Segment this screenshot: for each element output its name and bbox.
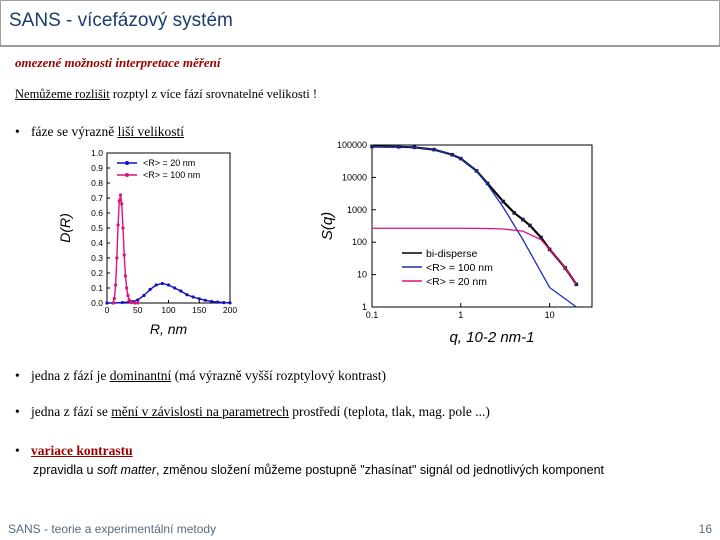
data-point — [118, 199, 121, 202]
intro-line — [15, 87, 317, 102]
footer-text: SANS - teorie a experimentální metody — [8, 522, 217, 536]
note-pre: zpravidla u — [33, 463, 97, 477]
data-point — [136, 298, 139, 301]
data-point — [148, 288, 151, 291]
contrast-note — [33, 463, 604, 477]
legend-marker — [125, 173, 129, 177]
y-tick-label: 0.2 — [91, 268, 103, 278]
distribution-plot-area — [57, 148, 237, 337]
y-tick-label: 0.8 — [91, 178, 103, 188]
title-rest: - vícefázový systém — [60, 10, 233, 31]
y-tick-label: 0.6 — [91, 208, 103, 218]
data-point — [124, 274, 127, 277]
bullet-changing-pre: jedna z fází se — [31, 404, 112, 419]
intro-underlined: Nemůžeme rozlišit — [15, 87, 110, 101]
data-point — [119, 193, 122, 196]
x-tick-label: 1 — [458, 310, 464, 320]
y-tick-label: 0.9 — [91, 163, 103, 173]
data-point — [192, 295, 195, 298]
x-tick-label: 0 — [104, 305, 110, 315]
data-point — [121, 226, 124, 229]
bullet-size-underlined: liší velikostí — [117, 124, 184, 139]
legend-label: bi-disperse — [426, 248, 478, 260]
data-point — [198, 297, 201, 300]
data-point — [521, 218, 525, 222]
data-point — [512, 211, 516, 215]
y-tick-label: 0.1 — [91, 283, 103, 293]
x-tick-label: 0.1 — [365, 310, 379, 320]
data-point — [116, 223, 119, 226]
bullet-contrast-label: variace kontrastu — [31, 443, 133, 458]
legend-marker — [125, 161, 129, 165]
data-point — [115, 256, 118, 259]
data-point — [123, 253, 126, 256]
y-tick-label: 1000 — [346, 204, 367, 215]
bullet-contrast: • variace kontrastu — [15, 443, 133, 458]
intro-rest: rozptyl z více fází srovnatelné velikosti ! — [109, 87, 317, 101]
bullet-changing-underlined: mění v závislosti na parametrech — [111, 404, 289, 419]
x-tick-label: 100 — [161, 305, 176, 315]
note-post: , změnou složení můžeme postupně "zhasínat" signál od jednotlivých komponent — [155, 463, 605, 477]
data-point — [125, 286, 128, 289]
page-number: 16 — [698, 522, 712, 536]
y-tick-label: 0.5 — [91, 223, 103, 233]
data-point — [113, 297, 116, 300]
legend-label: <R> = 20 nm — [143, 158, 196, 168]
bullet-size: • fáze se výrazně liší velikostí — [15, 124, 184, 139]
bullet-dominant-underlined: dominantní — [109, 368, 172, 383]
data-point — [112, 301, 115, 304]
data-point — [136, 301, 139, 304]
data-point — [210, 300, 213, 303]
bullet-dominant-pre: jedna z fází je — [31, 368, 110, 383]
data-point — [142, 294, 145, 297]
bullet-dominant-post: (má výrazně vyšší rozptylový kontrast) — [171, 368, 387, 383]
data-point — [114, 283, 117, 286]
x-axis-label: q, 10-2 nm-1 — [449, 329, 535, 346]
data-point — [216, 301, 219, 304]
note-italic: soft matter — [96, 463, 156, 477]
data-point — [133, 301, 136, 304]
data-point — [121, 301, 124, 304]
y-tick-label: 0.7 — [91, 193, 103, 203]
legend-label: <R> = 20 nm — [426, 276, 487, 288]
distribution-chart — [52, 145, 242, 345]
data-point — [222, 301, 225, 304]
data-point — [130, 301, 133, 304]
y-axis-label: S(q) — [319, 211, 336, 241]
y-tick-label: 100 — [351, 237, 367, 248]
data-point — [173, 286, 176, 289]
series-line — [113, 195, 138, 303]
x-tick-label: 10 — [544, 310, 555, 320]
data-point — [126, 294, 129, 297]
subtitle: omezené možnosti interpretace měření — [15, 55, 221, 70]
data-point — [105, 301, 108, 304]
y-axis-label: D(R) — [57, 213, 73, 243]
legend-label: <R> = 100 nm — [426, 262, 493, 274]
data-point — [228, 301, 231, 304]
title-bar — [0, 0, 720, 47]
bullet-size-pre: fáze se výrazně — [31, 124, 118, 139]
data-point — [155, 283, 158, 286]
y-tick-label: 0.0 — [91, 298, 103, 308]
x-axis-label: R, nm — [149, 321, 188, 337]
y-tick-label: 100000 — [336, 140, 367, 150]
scattering-chart — [310, 135, 600, 350]
y-tick-label: 1 — [361, 302, 367, 312]
page-title — [9, 10, 233, 32]
data-point — [161, 282, 164, 285]
data-point — [204, 299, 207, 302]
data-point — [179, 289, 182, 292]
data-point — [167, 283, 170, 286]
y-tick-label: 1.0 — [91, 148, 103, 158]
y-tick-label: 0.3 — [91, 253, 103, 263]
scattering-plot-area — [319, 140, 592, 346]
y-tick-label: 0.4 — [91, 238, 103, 248]
data-point — [501, 200, 505, 204]
data-point — [528, 224, 532, 228]
bullet-changing-post: prostředí (teplota, tlak, mag. pole ...) — [288, 404, 490, 419]
bullet-changing: • jedna z fází se mění v závislosti na parametrech prostředí (teplota, tlak, mag. pole ...) — [15, 404, 490, 419]
data-point — [185, 293, 188, 296]
data-point — [120, 202, 123, 205]
x-tick-label: 50 — [133, 305, 143, 315]
y-tick-label: 10000 — [341, 172, 367, 183]
bullet-dominant: • jedna z fází je dominantní (má výrazně vyšší rozptylový kontrast) — [15, 368, 387, 383]
x-tick-label: 150 — [192, 305, 207, 315]
legend-label: <R> = 100 nm — [143, 170, 201, 180]
x-tick-label: 200 — [222, 305, 238, 315]
title-bold: SANS — [9, 10, 61, 31]
y-tick-label: 10 — [356, 269, 367, 280]
